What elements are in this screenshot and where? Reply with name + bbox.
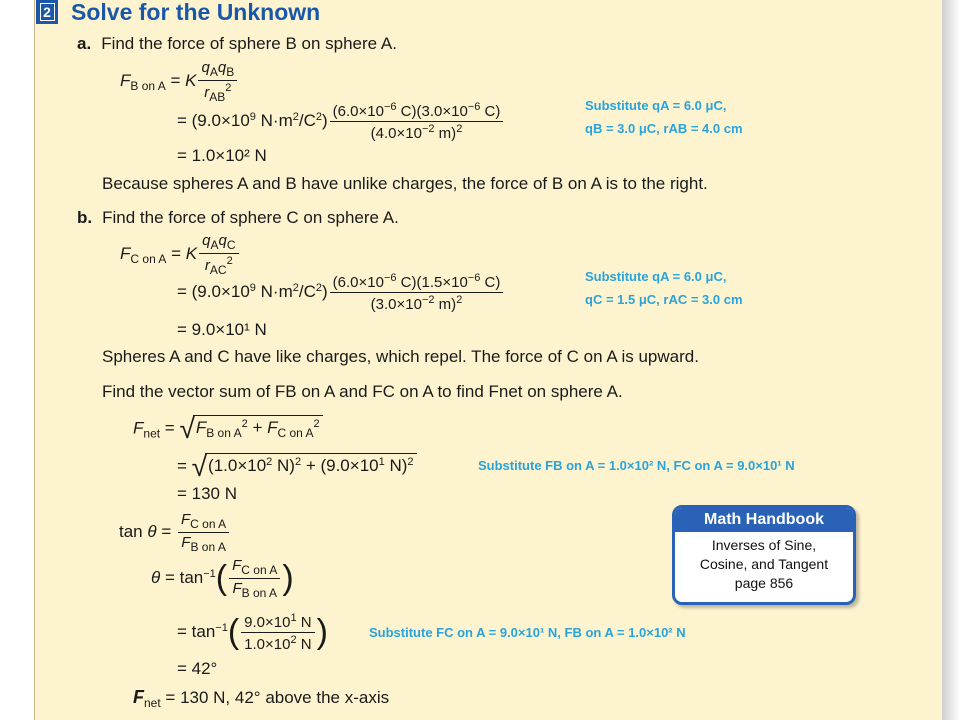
final-answer: $F_{net} = 130$ N, 42° above the x-axis — [133, 687, 390, 710]
net-force-formula: $F_{net} = √F_{B on A}^2 + F_{C on A}^2$ — [133, 413, 323, 445]
final-answer-text: = 130 N, 42° above the x-axis — [165, 688, 390, 707]
theta-substitution: = $\tan^{-1}$( $\frac{9.0\times 10^1 N}{1.0\times 10^2 N}$ ) — [177, 612, 328, 653]
result-b-on-a: = 1.0×10² N — [177, 146, 267, 165]
substitution-c-on-a: = ($9.0\times 10^9$ $N\cdot m^2/C^2$) $\frac{(6.0\times 10^{-6} C)(1.5\times 10^{-6} C)}{(3.0\times 10^{-2} m)^2}$ — [177, 272, 505, 313]
step-number-badge: 2 — [36, 0, 58, 24]
math-handbook-header: Math Handbook — [675, 508, 853, 532]
note-part-b-line2: qC = 1.5 μC, rAC = 3.0 cm — [585, 292, 743, 307]
result-c-on-a: = 9.0×10¹ N — [177, 320, 267, 339]
note-part-a-line1: Substitute qA = 6.0 μC, — [585, 98, 727, 113]
math-handbook-body — [675, 532, 853, 593]
theta-inverse-tan: $\theta = \tan^{-1}$( $\frac{F_{C on A}}{F_{B on A}}$ ) — [151, 557, 294, 600]
math-handbook-line1: Inverses of Sine, — [711, 537, 817, 553]
part-b-letter: b. — [77, 208, 93, 227]
substitution-b-on-a: = ($9.0\times 10^9$ $N\cdot m^2/C^2$) $\frac{(6.0\times 10^{-6} C)(3.0\times 10^{-6} C)}{(4.0\times 10^{-2} m)^2}$ — [177, 101, 505, 142]
section-title: Solve for the Unknown — [71, 0, 321, 25]
note-angle: Substitute FC on A = 9.0×10¹ N, FB on A = 1.0×10² N — [369, 625, 686, 640]
part-a-text: Find the force of sphere B on sphere A. — [101, 34, 397, 53]
math-handbook-line3: page 856 — [734, 575, 794, 591]
conclusion-part-a: Because spheres A and B have unlike charges, the force of B on A is to the right. — [102, 174, 708, 193]
part-a-letter: a. — [77, 34, 92, 53]
note-part-b-line1: Substitute qA = 6.0 μC, — [585, 269, 727, 284]
net-force-result: = 130 N — [177, 484, 238, 503]
conclusion-part-b: Spheres A and C have like charges, which repel. The force of C on A is upward. — [102, 347, 699, 366]
theta-result: = 42° — [177, 659, 218, 678]
math-handbook-callout[interactable] — [672, 505, 856, 605]
note-part-a-line2: qB = 3.0 μC, rAB = 4.0 cm — [585, 121, 743, 136]
coulomb-law-c-on-a: $F_{C on A} = K$ $\frac{q_Aq_C}{r_{AC}^2}$ — [120, 232, 241, 277]
math-handbook-line2: Cosine, and Tangent — [699, 556, 829, 572]
coulomb-law-b-on-a: $F_{B on A} = K$ $\frac{q_Aq_B}{r_{AB}^2}$ — [120, 59, 239, 104]
part-b-instruction — [77, 208, 399, 228]
vector-sum-intro: Find the vector sum of FB on A and FC on A to find Fnet on sphere A. — [102, 382, 623, 401]
page-edge — [942, 0, 960, 720]
tan-theta-formula: tan θ = $\frac{F_{C on A}}{F_{B on A}}$ — [119, 511, 231, 554]
net-force-substitution: = $√(1.0\times 10^2$ $N)^2 + (9.0\times 10^1$ N)$^2$ — [177, 451, 417, 483]
part-b-text: Find the force of sphere C on sphere A. — [102, 208, 399, 227]
note-vector-sum: Substitute FB on A = 1.0×10² N, FC on A = 9.0×10¹ N — [478, 458, 795, 473]
part-a-instruction — [77, 34, 397, 54]
